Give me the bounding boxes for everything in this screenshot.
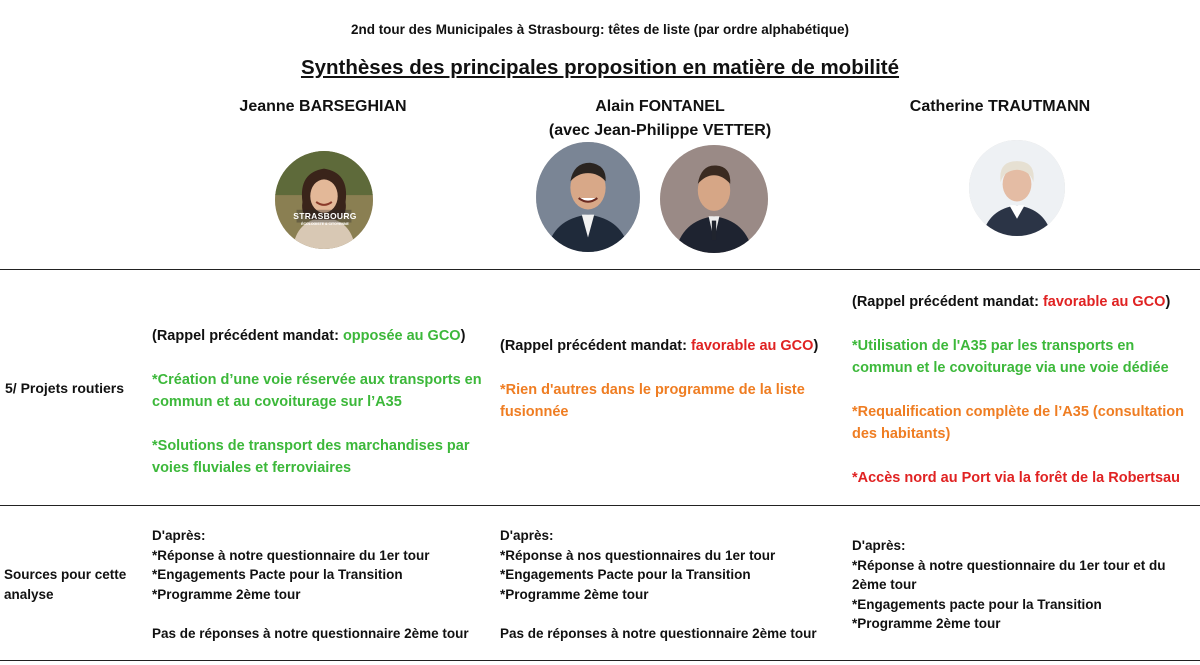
sources-trautmann xyxy=(852,536,1192,634)
sources-barseghian xyxy=(152,526,492,643)
source-line: *Réponse à nos questionnaires du 1er tour xyxy=(500,547,776,563)
proposal-item: *Accès nord au Port via la forêt de la Robertsau xyxy=(852,470,1180,486)
projets-fontanel xyxy=(500,335,830,423)
proposal-item: *Solutions de transport des marchandises par voies fluviales et ferroviaires xyxy=(152,438,470,476)
rappel-barseghian: (Rappel précédent mandat: opposée au GCO) xyxy=(152,328,466,344)
photo-trautmann xyxy=(969,140,1065,236)
proposal-item: *Requalification complète de l’A35 (consultation des habitants) xyxy=(852,404,1184,442)
page-title: Synthèses des principales proposition en matière de mobilité xyxy=(300,56,900,79)
photo-caption-logo: STRASBOURG xyxy=(293,211,357,221)
source-line: *Programme 2ème tour xyxy=(500,586,649,602)
candidate-name-fontanel: Alain FONTANEL xyxy=(595,98,725,115)
candidate-name-trautmann: Catherine TRAUTMANN xyxy=(909,98,1091,115)
source-line: *Programme 2ème tour xyxy=(852,616,1001,631)
source-line: D'après: xyxy=(852,538,906,553)
photo-barseghian xyxy=(275,151,373,249)
source-line: *Réponse à notre questionnaire du 1er tour xyxy=(152,547,430,563)
source-line: D'après: xyxy=(152,528,206,543)
source-line: Pas de réponses à notre questionnaire 2ème tour xyxy=(500,625,817,641)
proposal-item: *Création d’une voie réservée aux transports en commun et au covoiturage sur l’A35 xyxy=(152,372,482,410)
source-line: *Programme 2ème tour xyxy=(152,586,301,602)
supertitle: 2nd tour des Municipales à Strasbourg: têtes de liste (par ordre alphabétique) xyxy=(350,22,850,37)
source-line: *Engagements pacte pour la Transition xyxy=(852,596,1102,612)
divider-middle xyxy=(0,505,1200,506)
projets-barseghian xyxy=(152,325,492,479)
sources-fontanel xyxy=(500,526,840,643)
portrait-trautmann-image xyxy=(969,140,1065,236)
proposal-item: *Rien d'autres dans le programme de la liste fusionnée xyxy=(500,382,805,420)
divider-bottom xyxy=(0,660,1200,661)
candidate-name-barseghian: Jeanne BARSEGHIAN xyxy=(239,98,407,115)
projets-trautmann xyxy=(852,291,1192,489)
candidate-subname-fontanel: (avec Jean-Philippe VETTER) xyxy=(548,122,772,139)
portrait-fontanel-image xyxy=(536,142,640,252)
divider-top xyxy=(0,269,1200,270)
rappel-trautmann: (Rappel précédent mandat: favorable au GCO) xyxy=(852,294,1171,310)
source-line: *Engagements Pacte pour la Transition xyxy=(152,567,403,582)
row-label-projets: 5/ Projets routiers xyxy=(5,380,125,396)
portrait-barseghian-image xyxy=(275,151,373,249)
photo-caption-sub: ÉCOLOGISTE & CITOYENNE xyxy=(301,222,349,226)
source-line: D'après: xyxy=(500,528,554,543)
row-label-sources: Sources pour cette analyse xyxy=(4,567,127,602)
rappel-fontanel: (Rappel précédent mandat: favorable au GCO) xyxy=(500,338,819,354)
source-line: Pas de réponses à notre questionnaire 2ème tour xyxy=(152,625,469,641)
photo-fontanel xyxy=(536,142,640,252)
photo-vetter xyxy=(660,145,768,253)
portrait-vetter-image xyxy=(660,145,768,253)
source-line: *Réponse à notre questionnaire du 1er tour et du 2ème tour xyxy=(852,557,1166,592)
source-line: *Engagements Pacte pour la Transition xyxy=(500,567,751,582)
proposal-item: *Utilisation de l'A35 par les transports en commun et le covoiturage via une voie dédiée xyxy=(852,338,1169,376)
